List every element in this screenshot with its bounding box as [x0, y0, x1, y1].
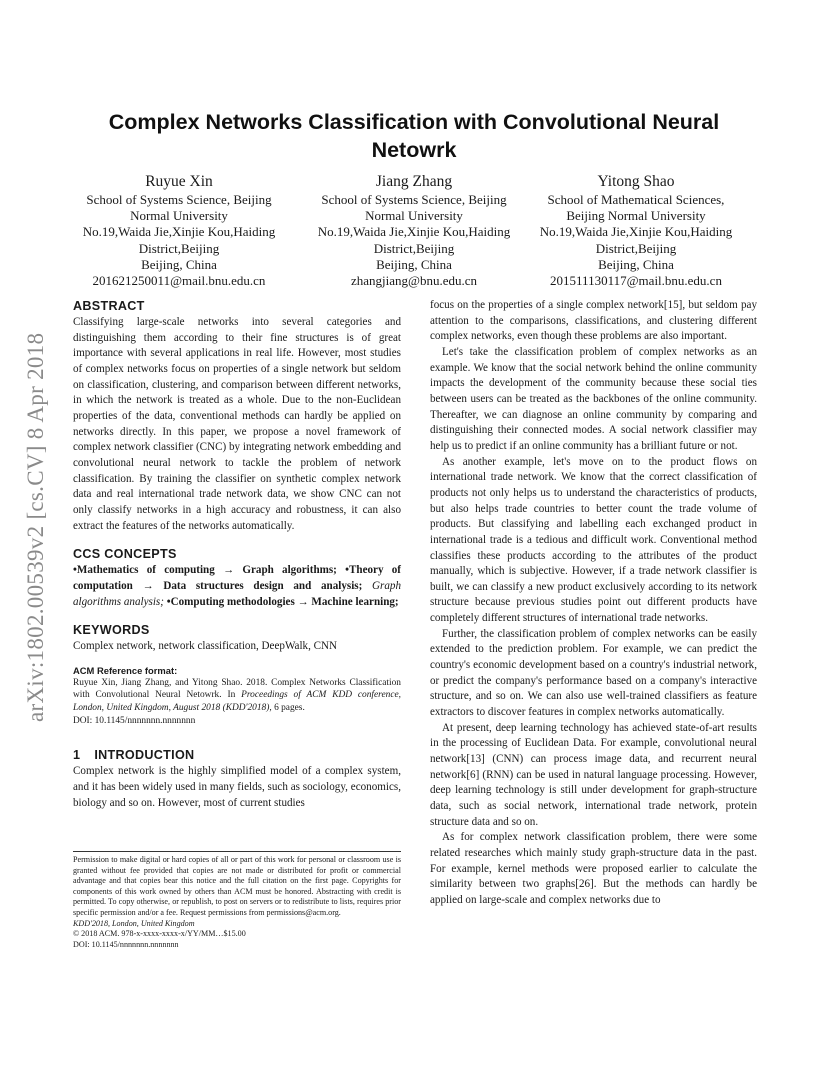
- author-affil-line: Normal University: [365, 208, 463, 224]
- acm-ref-heading: ACM Reference format:: [73, 664, 178, 676]
- permission-text: Permission to make digital or hard copies of all or part of this work for personal or classroom use is granted without fee provided that copies are not made or distributed for profit or commercial advantage and that copies bear this notice and the full citation on the first page. Copyrights for components of this work owned by others than ACM must be honored. Abstracting with credit is permitted. To copy otherwise, or republish, to post on servers or to redistribute to lists, requires prior specific permission and/or a fee. Request permissions from permissions@acm.org.: [73, 855, 401, 917]
- acm-ref-part: 6 pages.: [271, 703, 305, 713]
- body-paragraph: At present, deep learning technology has achieved state-of-art results in the processing of Euclidean Data. For example, convolutional neural network[13] (CNN) can process image data, and recurrent neural network[6] (RNN) can be used in natural language processing. However, deep learning technology is still under development for graph-structure data, such as social network, international trade network, protein structure data and so on.: [430, 721, 757, 828]
- author-affil-line: Normal University: [130, 208, 228, 224]
- abstract-text: Classifying large-scale networks into several categories and distinguishing them according to their fine structures is of great importance with several applications in real life. However, most studies of complex networks focus on properties of a single network but seldom on classification, clustering, and comparison between different networks, in which the network is treated as a whole. Due to the non-Euclidean properties of the data, conventional methods can hardly be applied on networks directly. In this paper, we propose a novel framework of complex network classifier (CNC) by integrating network embedding and convolutional neural network to tackle the problem of network classification. By training the classifier on synthetic complex network data and real international trade network data, we show CNC can not only classify networks in a high accuracy and robustness, it can also extract the features of the networks automatically.: [73, 316, 401, 532]
- acm-ref-doi: DOI: 10.1145/nnnnnnn.nnnnnnn: [73, 715, 196, 726]
- acm-ref-part: Ruyue Xin, Jiang Zhang, and Yitong Shao. 2018. Complex Networks Classification with Convolutional Neural Netowrk. In: [73, 677, 401, 701]
- section-title: INTRODUCTION: [94, 748, 195, 763]
- ccs-part: •Mathematics of computing → Graph algorithms; •Theory of computation → Data structures design and analysis;: [73, 564, 401, 592]
- body-paragraph: As for complex network classification problem, there were some related researches which mainly study graph-structure data in the past. For example, kernel methods were proposed earlier to calculate the similarity between two graphs[26]. But the methods can hardly be applied on large-scale and complex networks due to: [430, 831, 757, 906]
- intro-heading: [73, 747, 401, 764]
- author-name: Ruyue Xin: [145, 173, 213, 190]
- permission-footnote: [73, 851, 401, 950]
- ccs-heading: CCS CONCEPTS: [73, 547, 177, 562]
- left-column: [73, 298, 401, 811]
- author-affil-line: School of Systems Science, Beijing: [86, 192, 272, 207]
- body-paragraph: focus on the properties of a single complex network[15], but seldom pay attention to the comparisons, classifications, and clustering different complex networks, even though these problems are also important.: [430, 299, 757, 343]
- author-affil-line: Beijing, China: [598, 256, 674, 272]
- abstract-heading: ABSTRACT: [73, 299, 145, 313]
- right-column: [430, 298, 757, 909]
- venue-text: KDD'2018, London, United Kingdom: [73, 918, 195, 928]
- author-affil-line: School of Mathematical Sciences,: [547, 192, 725, 207]
- author-affil-line: Beijing Normal University: [566, 208, 706, 224]
- author-affil-line: District,Beijing: [595, 240, 677, 256]
- footnote-doi: DOI: 10.1145/nnnnnnn.nnnnnnn: [73, 939, 179, 949]
- author-affil-line: No.19,Waida Jie,Xinjie Kou,Haiding: [82, 224, 276, 240]
- author-affil-line: District,Beijing: [373, 240, 455, 256]
- body-paragraph: As another example, let's move on to the product flows on international trade network. We know that the correct classification of products not only helps us to understand the characteristics of products, but also helps trade countries to better count the trade volume of products. But classifying and labelling each exchanged product in international trade is a tedious and difficult work. Conventional method classifies these products according to the attributes of the product manually, which is subjective. However, if a trade network classifier is built, we can classify a new product exclusively according to its network structure because previous studies point out different products have completely different structures of international trade networks.: [430, 455, 757, 625]
- author-name: Yitong Shao: [597, 173, 675, 190]
- author-affil-line: Beijing, China: [376, 256, 452, 272]
- author-affil-line: District,Beijing: [138, 240, 220, 256]
- author-name: Jiang Zhang: [375, 173, 453, 190]
- author-affil-line: No.19,Waida Jie,Xinjie Kou,Haiding: [317, 224, 511, 240]
- acm-ref-text: [73, 677, 401, 715]
- paper-title: Complex Networks Classification with Convolutional Neural Netowrk: [108, 110, 720, 162]
- copyright-text: © 2018 ACM. 978-x-xxxx-xxxx-x/YY/MM…$15.00: [73, 929, 246, 939]
- author-3: [521, 172, 751, 289]
- intro-paragraph: Complex network is the highly simplified model of a complex system, and it has been widely used in many fields, such as sociology, economics, biology and so on. However, most of current studies: [73, 765, 401, 809]
- author-email: 201511130117@mail.bnu.edu.cn: [550, 273, 722, 289]
- keywords-text: Complex network, network classification, DeepWalk, CNN: [73, 640, 338, 653]
- acm-ref-italic: Proceedings of ACM KDD conference, London, United Kingdom, August 2018 (KDD'2018),: [73, 690, 401, 713]
- ccs-part: •Computing methodologies → Machine learning;: [163, 595, 399, 608]
- ccs-text: [73, 563, 401, 610]
- keywords-heading: KEYWORDS: [73, 623, 150, 638]
- acm-reference: [73, 664, 401, 727]
- author-affil-line: No.19,Waida Jie,Xinjie Kou,Haiding: [539, 224, 733, 240]
- ccs-italic: Graph algorithms analysis;: [73, 579, 401, 608]
- author-email: zhangjiang@bnu.edu.cn: [350, 273, 478, 289]
- body-paragraph: Let's take the classification problem of complex networks as an example. We know that the social network behind the online community impacts the development of the community because these social ties between users can be treated as the backbones of the online community. Thereafter, we can diagnose an online community by comparing and distinguishing their connected modes. A social network classifier may help us to predict if an online community has a brilliant future or not.: [430, 345, 757, 452]
- author-1: [64, 172, 294, 289]
- author-2: [299, 172, 529, 289]
- author-affil-line: School of Systems Science, Beijing: [321, 192, 507, 207]
- author-email: 201621250011@mail.bnu.edu.cn: [92, 273, 266, 289]
- arxiv-stamp: arXiv:1802.00539v2 [cs.CV] 8 Apr 2018: [23, 332, 48, 722]
- author-affil-line: Beijing, China: [141, 256, 217, 272]
- section-number: 1: [73, 748, 81, 763]
- body-paragraph: Further, the classification problem of complex networks can be easily extended to the prediction problem. For example, we can predict the country's economic development based on a country's industrial network, or predict the company's performance based on a company's interactive structure, and so on. We can also use well-trained classifiers as feature extractors to discover features in complex networks automatically.: [430, 627, 757, 719]
